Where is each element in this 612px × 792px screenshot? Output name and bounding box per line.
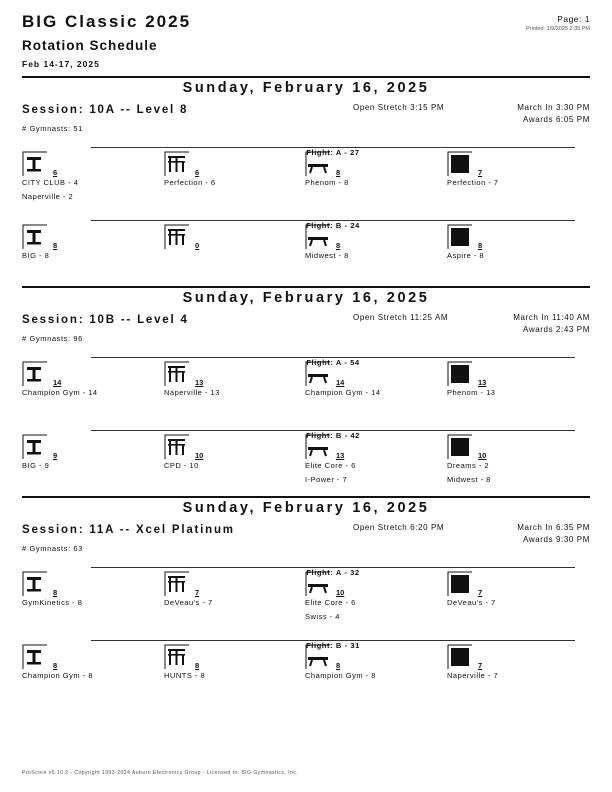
event-rotation — [164, 644, 294, 704]
event-rotation — [164, 361, 294, 421]
gymnast-count: # Gymnasts: 96 — [22, 334, 83, 343]
team-entry: Perfection - 7 — [447, 178, 499, 187]
team-entry: Midwest - 8 — [447, 475, 491, 484]
event-rotation — [22, 644, 152, 704]
gymnast-count-link[interactable]: 8 — [336, 241, 341, 250]
open-stretch-time: Open Stretch 11:25 AM — [353, 313, 449, 322]
flight-label: Flight: A - 27 — [302, 148, 363, 157]
march-in-time: March In 6:35 PM — [517, 523, 590, 532]
team-entry: Champion Gym - 14 — [305, 388, 381, 397]
flight-label: Flight: A - 32 — [302, 568, 363, 577]
gymnast-count: # Gymnasts: 51 — [22, 124, 83, 133]
event-rotation — [305, 151, 435, 211]
gymnast-count-link[interactable]: 7 — [478, 168, 483, 177]
team-entry: Swiss - 4 — [305, 612, 340, 621]
team-entry: Phenom - 13 — [447, 388, 496, 397]
gymnast-count-link[interactable]: 7 — [478, 588, 483, 597]
team-entry: BIG - 8 — [22, 251, 50, 260]
team-entry: Midwest - 8 — [305, 251, 349, 260]
session-block — [0, 286, 612, 496]
team-entry: HUNTS - 8 — [164, 671, 206, 680]
march-in-time: March In 11:40 AM — [513, 313, 590, 322]
event-rotation — [164, 434, 294, 494]
event-rotation — [305, 644, 435, 704]
team-entry: Aspire - 8 — [447, 251, 485, 260]
gymnast-count-link[interactable]: 7 — [478, 661, 483, 670]
gymnast-count-link[interactable]: 8 — [53, 588, 58, 597]
event-rotation — [305, 434, 435, 494]
report-subtitle: Rotation Schedule — [22, 38, 158, 53]
session-divider — [22, 76, 590, 78]
team-entry: Naperville - 2 — [22, 192, 74, 201]
awards-time: Awards 6:05 PM — [523, 115, 590, 124]
gymnast-count-link[interactable]: 8 — [53, 661, 58, 670]
gymnast-count-link[interactable]: 0 — [195, 241, 200, 250]
session-title: Session: 11A -- Xcel Platinum — [22, 524, 235, 536]
gymnast-count-link[interactable]: 8 — [336, 661, 341, 670]
gymnast-count-link[interactable]: 6 — [53, 168, 58, 177]
printed-timestamp: Printed: 1/9/2025 2:35 PM — [526, 26, 590, 32]
team-entry: Champion Gym - 8 — [22, 671, 93, 680]
gymnast-count-link[interactable]: 10 — [478, 451, 487, 460]
flight-label: Flight: B - 24 — [302, 221, 364, 230]
flight-label: Flight: B - 42 — [302, 431, 364, 440]
team-entry: I-Power - 7 — [305, 475, 348, 484]
session-divider — [22, 496, 590, 498]
gymnast-count: # Gymnasts: 63 — [22, 544, 83, 553]
event-rotation — [164, 571, 294, 631]
open-stretch-time: Open Stretch 6:20 PM — [353, 523, 445, 532]
footer-copyright: ProScore v5.10.2 - Copyright 1993-2024 Auburn Electronics Group - Licensed to: BIG Gymnastics, Inc. — [22, 770, 299, 776]
gymnast-count-link[interactable]: 14 — [336, 378, 345, 387]
session-block — [0, 76, 612, 286]
team-entry: GymKinetics - 8 — [22, 598, 83, 607]
gymnast-count-link[interactable]: 10 — [195, 451, 204, 460]
team-entry: Champion Gym - 14 — [22, 388, 98, 397]
event-rotation — [22, 434, 152, 494]
event-rotation — [22, 151, 152, 211]
flight-label: Flight: B - 31 — [302, 641, 364, 650]
team-entry: Phenom - 8 — [305, 178, 349, 187]
meet-dates: Feb 14-17, 2025 — [22, 59, 100, 69]
event-rotation — [447, 361, 577, 421]
event-rotation — [22, 571, 152, 631]
team-entry: Champion Gym - 8 — [305, 671, 376, 680]
team-entry: BIG - 9 — [22, 461, 50, 470]
gymnast-count-link[interactable]: 6 — [195, 168, 200, 177]
team-entry: Naperville - 13 — [164, 388, 220, 397]
gymnast-count-link[interactable]: 8 — [336, 168, 341, 177]
event-rotation — [305, 361, 435, 421]
team-entry: DeVeau's - 7 — [447, 598, 496, 607]
team-entry: Dreams - 2 — [447, 461, 490, 470]
event-rotation — [447, 151, 577, 211]
session-block — [0, 496, 612, 706]
team-entry: Naperville - 7 — [447, 671, 499, 680]
event-rotation — [447, 224, 577, 284]
team-entry: Elite Core - 6 — [305, 598, 356, 607]
event-rotation — [447, 644, 577, 704]
session-day: Sunday, February 16, 2025 — [182, 80, 430, 96]
team-entry: DeVeau's - 7 — [164, 598, 213, 607]
gymnast-count-link[interactable]: 8 — [195, 661, 200, 670]
team-entry: CITY CLUB - 4 — [22, 178, 79, 187]
gymnast-count-link[interactable]: 8 — [53, 241, 58, 250]
event-rotation — [447, 434, 577, 494]
session-title: Session: 10B -- Level 4 — [22, 314, 189, 326]
event-rotation — [447, 571, 577, 631]
awards-time: Awards 2:43 PM — [523, 325, 590, 334]
gymnast-count-link[interactable]: 14 — [53, 378, 62, 387]
event-rotation — [305, 571, 435, 631]
gymnast-count-link[interactable]: 13 — [478, 378, 487, 387]
session-divider — [22, 286, 590, 288]
event-rotation — [22, 224, 152, 284]
gymnast-count-link[interactable]: 10 — [336, 588, 345, 597]
event-rotation — [164, 151, 294, 211]
team-entry: Elite Core - 6 — [305, 461, 356, 470]
event-rotation — [305, 224, 435, 284]
gymnast-count-link[interactable]: 9 — [53, 451, 58, 460]
session-day: Sunday, February 16, 2025 — [182, 290, 430, 306]
session-title: Session: 10A -- Level 8 — [22, 104, 189, 116]
open-stretch-time: Open Stretch 3:15 PM — [353, 103, 445, 112]
gymnast-count-link[interactable]: 8 — [478, 241, 483, 250]
team-entry: CPD - 10 — [164, 461, 199, 470]
event-rotation — [22, 361, 152, 421]
awards-time: Awards 9:30 PM — [523, 535, 590, 544]
gymnast-count-link[interactable]: 7 — [195, 588, 200, 597]
gymnast-count-link[interactable]: 13 — [336, 451, 345, 460]
page-number: Page: 1 — [557, 14, 590, 24]
team-entry: Perfection - 6 — [164, 178, 216, 187]
march-in-time: March In 3:30 PM — [517, 103, 590, 112]
flight-label: Flight: A - 54 — [302, 358, 363, 367]
gymnast-count-link[interactable]: 13 — [195, 378, 204, 387]
event-rotation — [164, 224, 294, 284]
meet-title: BIG Classic 2025 — [22, 12, 192, 31]
session-day: Sunday, February 16, 2025 — [182, 500, 430, 516]
